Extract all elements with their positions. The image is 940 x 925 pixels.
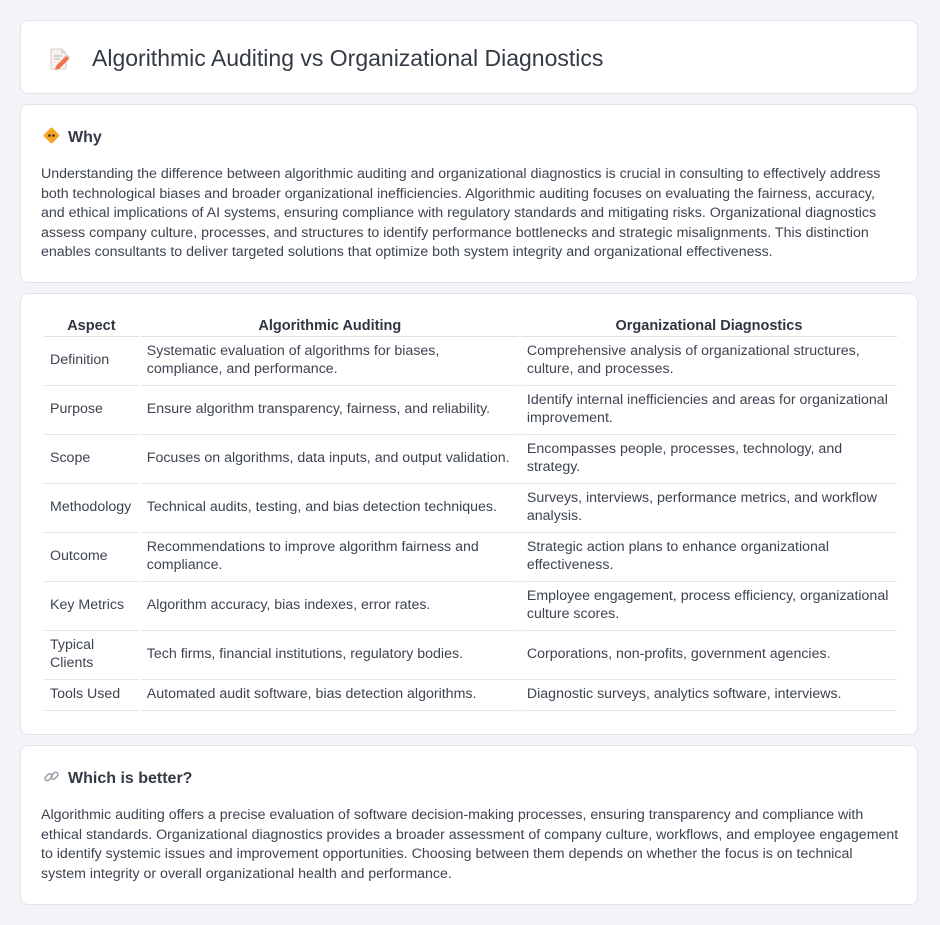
algo-cell: Tech firms, financial institutions, regulatory bodies. — [141, 631, 519, 680]
table-row — [44, 337, 897, 386]
comparison-table — [42, 316, 899, 711]
org-cell: Corporations, non-profits, government agencies. — [521, 631, 897, 680]
algo-cell: Algorithm accuracy, bias indexes, error rates. — [141, 582, 519, 631]
page-title: Algorithmic Auditing vs Organizational Diagnostics — [92, 45, 604, 71]
algo-cell: Automated audit software, bias detection algorithms. — [141, 680, 519, 711]
table-row — [44, 680, 897, 711]
org-cell: Surveys, interviews, performance metrics, and workflow analysis. — [521, 484, 897, 533]
aspect-cell: Outcome — [44, 533, 139, 582]
aspect-cell: Scope — [44, 435, 139, 484]
table-row — [44, 484, 897, 533]
table-row — [44, 631, 897, 680]
header-aspect: Aspect — [44, 316, 139, 337]
aspect-cell: Methodology — [44, 484, 139, 533]
algo-cell: Focuses on algorithms, data inputs, and output validation. — [141, 435, 519, 484]
table-row — [44, 435, 897, 484]
link-icon — [43, 768, 60, 790]
algo-cell: Ensure algorithm transparency, fairness, and reliability. — [141, 386, 519, 435]
org-cell: Employee engagement, process efficiency, organizational culture scores. — [521, 582, 897, 631]
better-heading-row — [43, 768, 192, 790]
why-section — [20, 104, 918, 283]
org-cell: Diagnostic surveys, analytics software, interviews. — [521, 680, 897, 711]
table-row — [44, 533, 897, 582]
table-row — [44, 582, 897, 631]
algo-cell: Technical audits, testing, and bias detection techniques. — [141, 484, 519, 533]
better-heading: Which is better? — [68, 770, 193, 787]
table-row — [44, 386, 897, 435]
document-pencil-icon — [48, 47, 70, 71]
org-cell: Strategic action plans to enhance organizational effectiveness. — [521, 533, 897, 582]
title-card — [20, 20, 918, 94]
which-is-better-section — [20, 745, 918, 905]
org-cell: Identify internal inefficiencies and areas for organizational improvement. — [521, 386, 897, 435]
aspect-cell: Tools Used — [44, 680, 139, 711]
better-text: Algorithmic auditing offers a precise evaluation of software decision-making processes, ensuring transparency and compliance with ethical standards. Organizational diagnostics provides a broader assessment of company culture, workflows, and employee engagement to identify systemic issues and improvement opportunities. Choosing between them depends on whether the focus is on technical system integrity or overall organizational health and performance. — [41, 807, 899, 882]
aspect-cell: Purpose — [44, 386, 139, 435]
algo-cell: Systematic evaluation of algorithms for biases, compliance, and performance. — [141, 337, 519, 386]
why-heading-row — [43, 127, 102, 149]
aspect-cell: Key Metrics — [44, 582, 139, 631]
comparison-section — [20, 293, 918, 735]
diamond-sign-icon — [43, 127, 60, 149]
aspect-cell: Typical Clients — [44, 631, 139, 680]
why-heading: Why — [68, 129, 102, 146]
algo-cell: Recommendations to improve algorithm fairness and compliance. — [141, 533, 519, 582]
header-algorithmic-auditing: Algorithmic Auditing — [141, 316, 519, 337]
org-cell: Encompasses people, processes, technology, and strategy. — [521, 435, 897, 484]
aspect-cell: Definition — [44, 337, 139, 386]
table-header-row — [44, 316, 897, 337]
header-organizational-diagnostics: Organizational Diagnostics — [521, 316, 897, 337]
org-cell: Comprehensive analysis of organizational structures, culture, and processes. — [521, 337, 897, 386]
why-text: Understanding the difference between algorithmic auditing and organizational diagnostics is crucial in consulting to effectively address both technological biases and broader organizational inefficiencies. Algorithmic auditing focuses on evaluating the fairness, accuracy, and ethical implications of AI systems, ensuring compliance with regulatory standards and mitigating risks. Organizational diagnostics assess company culture, processes, and structures to identify performance bottlenecks and strategic misalignments. This distinction enables consultants to deliver targeted solutions that optimize both system integrity and organizational effectiveness. — [41, 166, 881, 261]
